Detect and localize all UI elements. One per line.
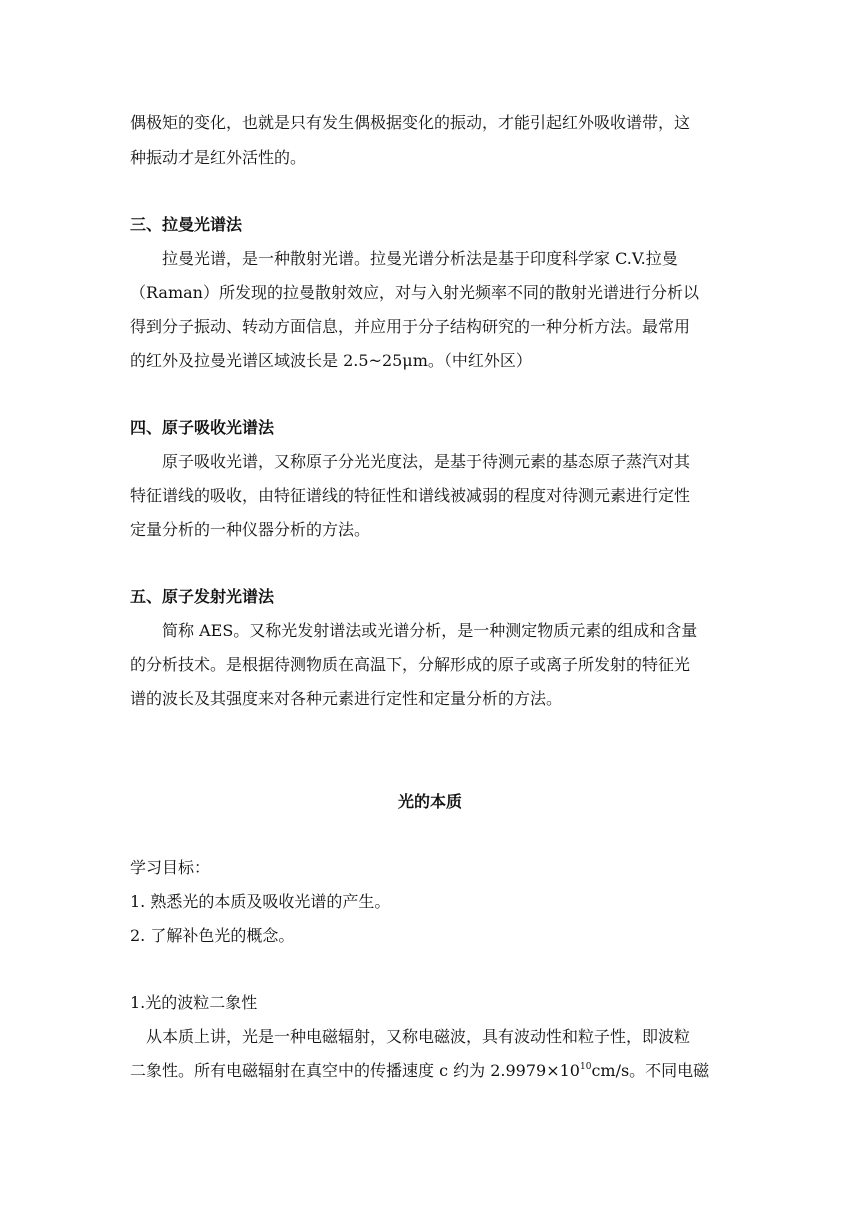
- section-5-heading: 五、原子发射光谱法: [130, 587, 275, 606]
- section-3-line-4: 的红外及拉曼光谱区域波长是 2.5~25μm。（中红外区）: [130, 351, 532, 370]
- section-5-line-1: 简称 AES。又称光发射谱法或光谱分析，是一种测定物质元素的组成和含量: [162, 621, 698, 640]
- exponent-superscript: 10: [579, 1062, 592, 1072]
- sub-heading-wave-particle: 1.光的波粒二象性: [130, 993, 258, 1012]
- intro-line-2: 种振动才是红外活性的。: [130, 148, 307, 167]
- section-5-line-3: 谱的波长及其强度来对各种元素进行定性和定量分析的方法。: [130, 689, 563, 708]
- objective-item-1: 1. 熟悉光的本质及吸收光谱的产生。: [130, 892, 391, 911]
- intro-line-1: 偶极矩的变化，也就是只有发生偶极据变化的振动，才能引起红外吸收谱带，这: [130, 113, 691, 132]
- paragraph-line-1: 从本质上讲，光是一种电磁辐射，又称电磁波，具有波动性和粒子性，即波粒: [146, 1027, 691, 1046]
- section-4-line-2: 特征谱线的吸收，由特征谱线的特征性和谱线被减弱的程度对待测元素进行定性: [130, 486, 691, 505]
- section-3-line-3: 得到分子振动、转动方面信息，并应用于分子结构研究的一种分析方法。最常用: [130, 317, 691, 336]
- section-3-heading: 三、拉曼光谱法: [130, 215, 243, 234]
- section-4-line-1: 原子吸收光谱，又称原子分光光度法，是基于待测元素的基态原子蒸汽对其: [162, 452, 691, 471]
- objective-item-2: 2. 了解补色光的概念。: [130, 926, 295, 945]
- section-4-heading: 四、原子吸收光谱法: [130, 418, 275, 437]
- section-3-line-1: 拉曼光谱，是一种散射光谱。拉曼光谱分析法是基于印度科学家 C.V.拉曼: [162, 249, 678, 268]
- chapter-title: 光的本质: [397, 792, 462, 811]
- paragraph-line-2-unit: cm/s。不同电磁: [591, 1061, 710, 1080]
- objectives-label: 学习目标：: [130, 858, 211, 877]
- section-5-line-2: 的分析技术。是根据待测物质在高温下，分解形成的原子或离子所发射的特征光: [130, 655, 691, 674]
- paragraph-line-2: [130, 1058, 709, 1081]
- section-3-line-2: （Raman）所发现的拉曼散射效应，对与入射光频率不同的散射光谱进行分析以: [130, 283, 699, 302]
- section-4-line-3: 定量分析的一种仪器分析的方法。: [130, 520, 371, 539]
- paragraph-line-2-text: 二象性。所有电磁辐射在真空中的传播速度 c 约为 2.9979×10: [130, 1061, 580, 1080]
